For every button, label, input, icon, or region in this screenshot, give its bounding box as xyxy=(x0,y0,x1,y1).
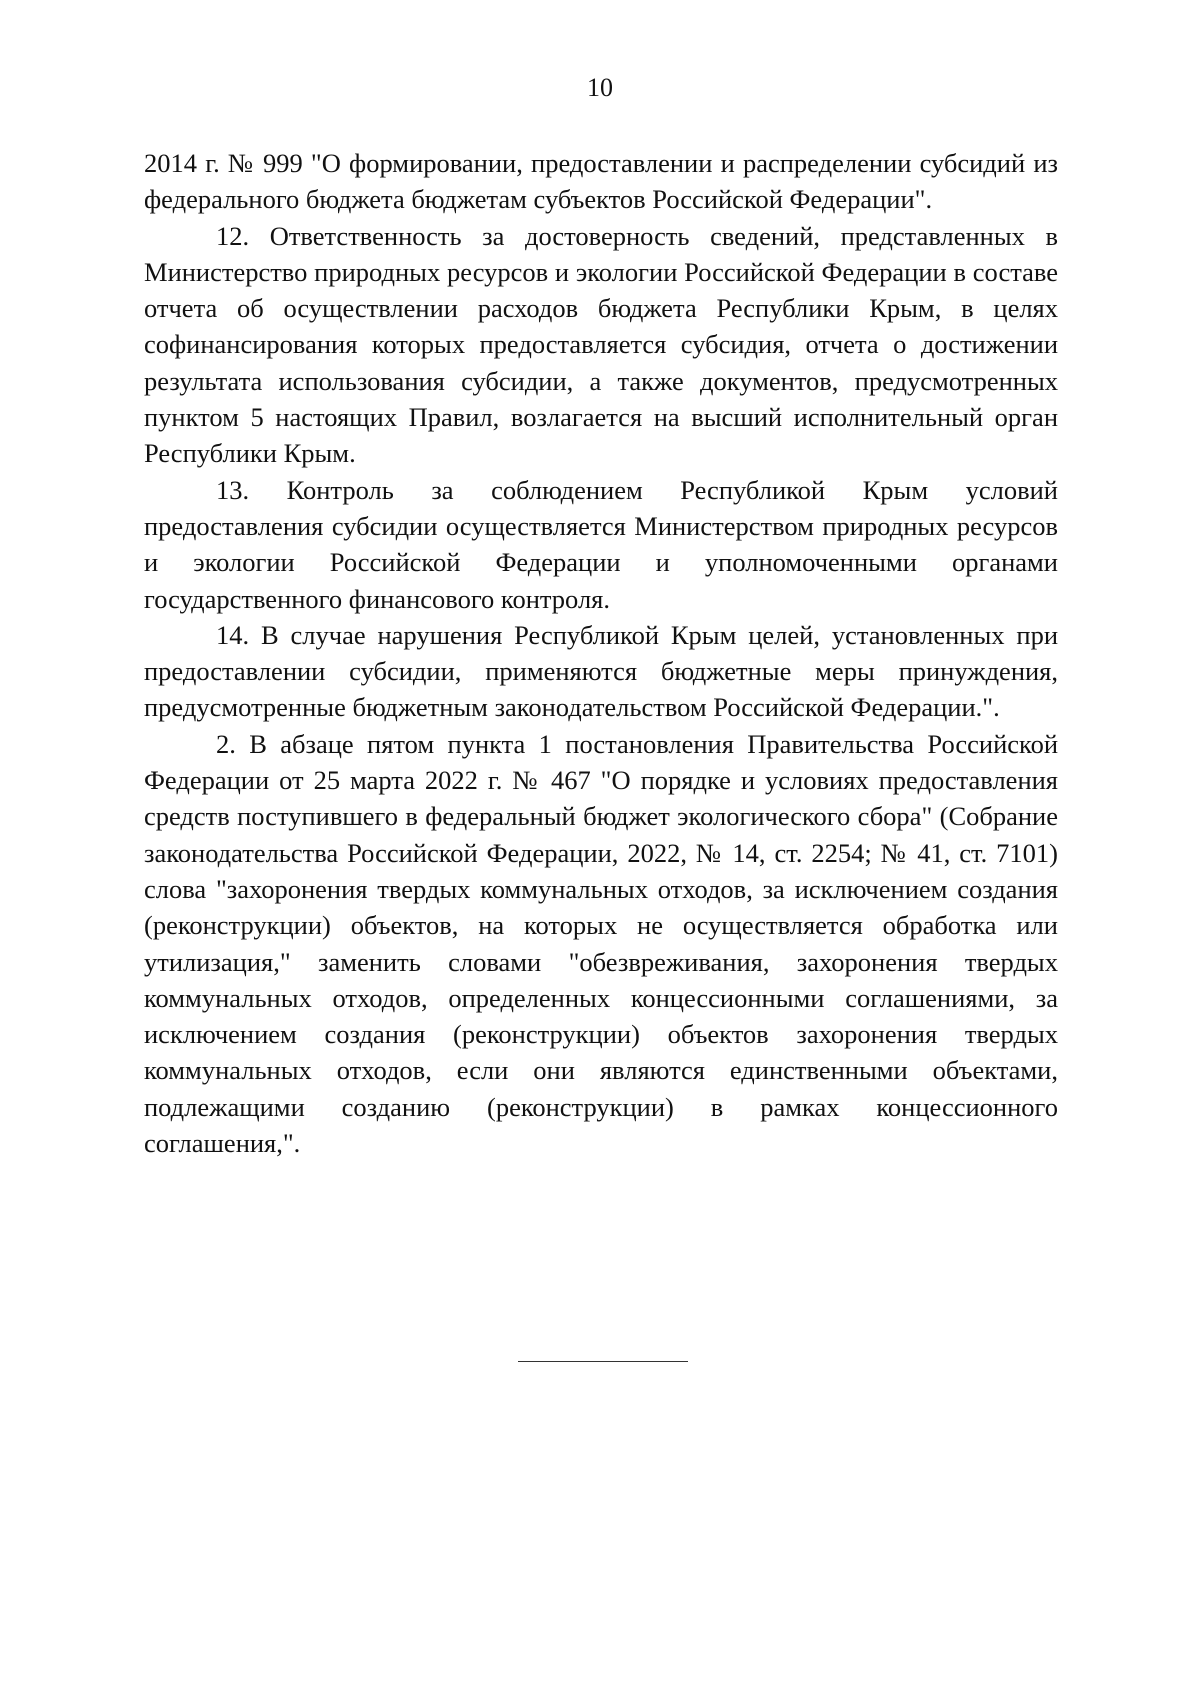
paragraph-item-14: 14. В случае нарушения Республикой Крым целей, установленных при предоставлении субсидии, применяются бюджетные меры принуждения, предусмотренные бюджетным законодательством Российской Федерации.". xyxy=(144,619,1058,723)
paragraph-item-13: 13. Контроль за соблюдением Республикой Крым условий предоставления субсидии осуществляется Министерством природных ресурсов и экологии Российской Федерации и уполномоченными органами государственного финансового контроля. xyxy=(144,474,1058,614)
document-body xyxy=(144,145,1058,1161)
page-number: 10 xyxy=(587,73,613,102)
end-separator-line xyxy=(518,1361,688,1362)
paragraph-item-2: 2. В абзаце пятом пункта 1 постановления Правительства Российской Федерации от 25 марта 2022 г. № 467 "О порядке и условиях предоставления средств поступившего в федеральный бюджет экологического сбора" (Собрание законодательства Российской Федерации, 2022, № 14, ст. 2254; № 41, ст. 7101) слова "захоронения твердых коммунальных отходов, за исключением создания (реконструкции) объектов, на которых не осуществляется обработка или утилизация," заменить словами "обезвреживания, захоронения твердых коммунальных отходов, определенных концессионными соглашениями, за исключением создания (реконструкции) объектов захоронения твердых коммунальных отходов, если они являются единственными объектами, подлежащими созданию (реконструкции) в рамках концессионного соглашения,". xyxy=(144,728,1058,1159)
paragraph-continuation: 2014 г. № 999 "О формировании, предоставлении и распределении субсидий из федерального бюджета бюджетам субъектов Российской Федерации". xyxy=(144,148,1058,215)
paragraph-item-12: 12. Ответственность за достоверность сведений, представленных в Министерство природных ресурсов и экологии Российской Федерации в составе отчета об осуществлении расходов бюджета Республики Крым, в целях софинансирования которых предоставляется субсидия, отчета о достижении результата использования субсидии, а также документов, предусмотренных пунктом 5 настоящих Правил, возлагается на высший исполнительный орган Республики Крым. xyxy=(144,220,1058,469)
